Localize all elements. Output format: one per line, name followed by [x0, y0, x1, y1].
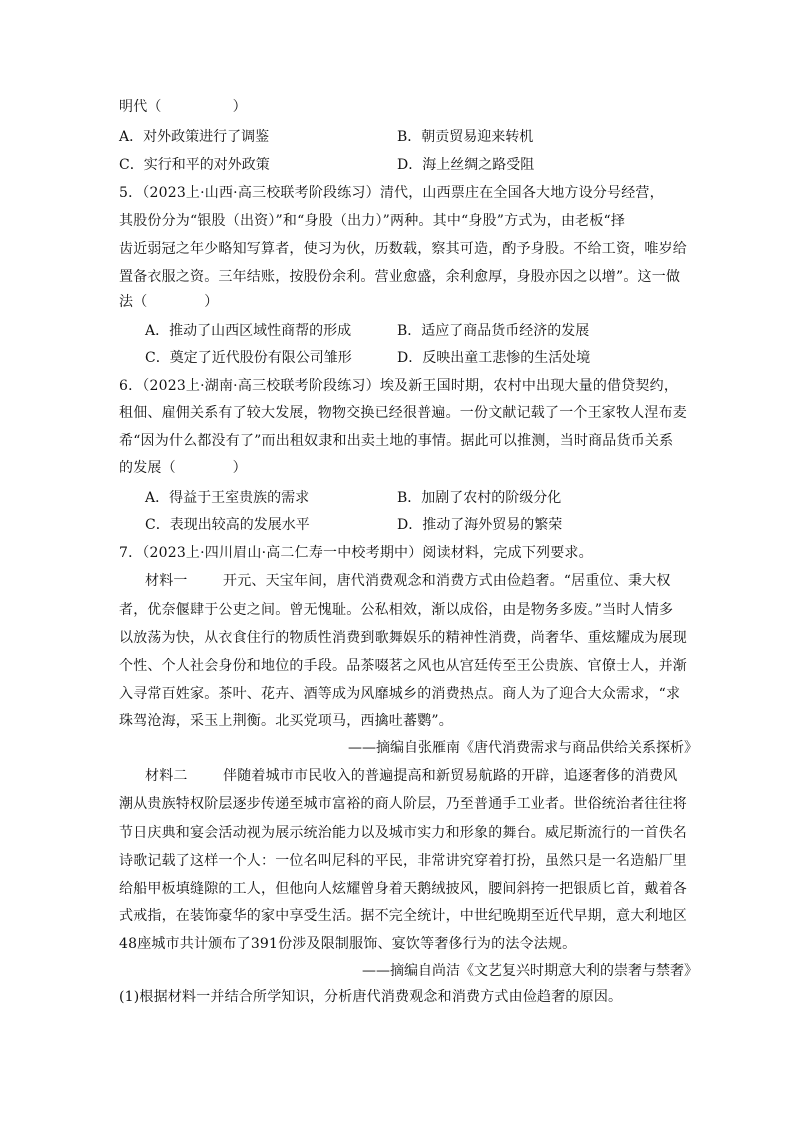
q6-option-b: B．加剧了农村的阶级分化	[397, 490, 562, 506]
q4-option-d: D．海上丝绸之路受阻	[397, 157, 535, 173]
q4-option-b: B．朝贡贸易迎来转机	[397, 129, 534, 145]
q4-option-c: C．实行和平的对外政策	[119, 157, 270, 173]
q4-option-a: A．对外政策进行了调鉴	[119, 129, 270, 145]
q5-option-c: C．奠定了近代股份有限公司雏形	[145, 350, 352, 366]
q6-line-4: 的发展（ ）	[119, 460, 247, 476]
q6-line-1: 6．（2023上·湖南·高三校联考阶段练习）埃及新王国时期，农村中出现大量的借贷契约，	[119, 378, 679, 394]
q6-option-d: D．推动了海外贸易的繁荣	[397, 517, 563, 533]
q7-material2-line-7: 48座城市共计颁布了391份涉及限制服饰、宴饮等奢侈行为的法令法规。	[119, 936, 577, 952]
material2-text: 伴随着城市市民收入的普遍提高和新贸易航路的开辟，追逐奢侈的消费风	[223, 768, 678, 784]
material2-label: 材料二	[145, 768, 188, 784]
material1-text: 开元、天宝年间，唐代消费观念和消费方式由俭趋奢。“居重位、秉大权	[223, 573, 671, 589]
q7-material1-line-3: 以放荡为快，从衣食住行的物质性消费到歌舞娱乐的精神性消费，尚奢华、重炫耀成为展现	[119, 630, 687, 646]
q7-material2-source: ——摘编自尚洁《文艺复兴时期意大利的崇奢与禁奢》	[362, 963, 698, 979]
q7-header: 7．（2023上·四川眉山·高二仁寿一中校考期中）阅读材料，完成下列要求。	[119, 545, 593, 561]
q5-line-5: 法（ ）	[119, 294, 219, 310]
q7-material1-line-2: 者，优奈偃肆于公吏之间。曾无愧耻。公私相效，渐以成俗，由是物务多废。”当时人情多	[119, 602, 674, 618]
q5-line-3: 齿近弱冠之年少略知写算者，使习为伙，历数载，察其可造，酌予身股。不给工资，唯岁给	[119, 241, 687, 257]
q7-material2-line-6: 式戒指，在装饰豪华的家中享受生活。据不完全统计，中世纪晚期至近代早期，意大利地区	[119, 908, 687, 924]
q7-material2-line-1	[145, 766, 677, 786]
q7-material1-line-4: 个性、个人社会身份和地位的手段。品茶啜茗之风也从宫廷传至王公贵族、官僚士人，并渐	[119, 658, 687, 674]
q7-question-1: (1)根据材料一并结合所学知识，分析唐代消费观念和消费方式由俭趋奢的原因。	[119, 989, 623, 1005]
q6-option-c: C．表现出较高的发展水平	[145, 517, 310, 533]
q5-option-d: D．反映出童工悲惨的生活处境	[397, 350, 591, 366]
q6-option-a: A．得益于王室贵族的需求	[145, 490, 310, 506]
q6-line-3: 希“因为什么都没有了”而出租奴隶和出卖土地的事情。据此可以推测，当时商品货币关系	[119, 433, 674, 449]
q6-line-2: 租佃、雇佣关系有了较大发展，物物交换已经很普遍。一份文献记载了一个王家牧人涅布麦	[119, 405, 687, 421]
q4-stem-tail: 明代（ ）	[119, 99, 247, 115]
q7-material2-line-5: 给船甲板填缝隙的工人，但他向人炫耀曾身着天鹅绒披风，腰间斜挎一把银质匕首，戴着各	[119, 881, 687, 897]
q7-material2-line-3: 节日庆典和宴会活动视为展示统治能力以及城市实力和形象的舞台。威尼斯流行的一首佚名	[119, 825, 687, 841]
q7-material1-line-6: 珠驾沧海，采玉上荆衡。北买党项马，西擒吐蕃鹦”。	[119, 713, 453, 729]
material1-label: 材料一	[145, 573, 188, 589]
q7-material1-line-5: 入寻常百姓家。茶叶、花卉、酒等成为风靡城乡的消费热点。商人为了迎合大众需求，“求	[119, 686, 681, 702]
q5-option-a: A．推动了山西区域性商帮的形成	[145, 323, 352, 339]
q7-material2-line-4: 诗歌记载了这样一个人：一位名叫尼科的平民，非常讲究穿着打扮，虽然只是一名造船厂里	[119, 853, 687, 869]
q5-option-b: B．适应了商品货币经济的发展	[397, 323, 590, 339]
q5-line-4: 置备衣服之资。三年结账，按股份余利。营业愈盛，余利愈厚，身股亦因之以增”。这一做	[119, 269, 681, 285]
q7-material1-source: ——摘编自张雁南《唐代消费需求与商品供给关系探析》	[348, 740, 698, 756]
q5-line-2: 其股份分为“银股（出资）”和“身股（出力）”两种。其中“身股”方式为，由老板“择	[119, 213, 626, 229]
q7-material1-line-1	[145, 571, 671, 591]
q7-material2-line-2: 潮从贵族特权阶层逐步传递至城市富裕的商人阶层，乃至普通手工业者。世俗统治者往往将	[119, 796, 687, 812]
q5-line-1: 5．（2023上·山西·高三校联考阶段练习）清代，山西票庄在全国各大地方设分号经营，	[119, 185, 664, 201]
